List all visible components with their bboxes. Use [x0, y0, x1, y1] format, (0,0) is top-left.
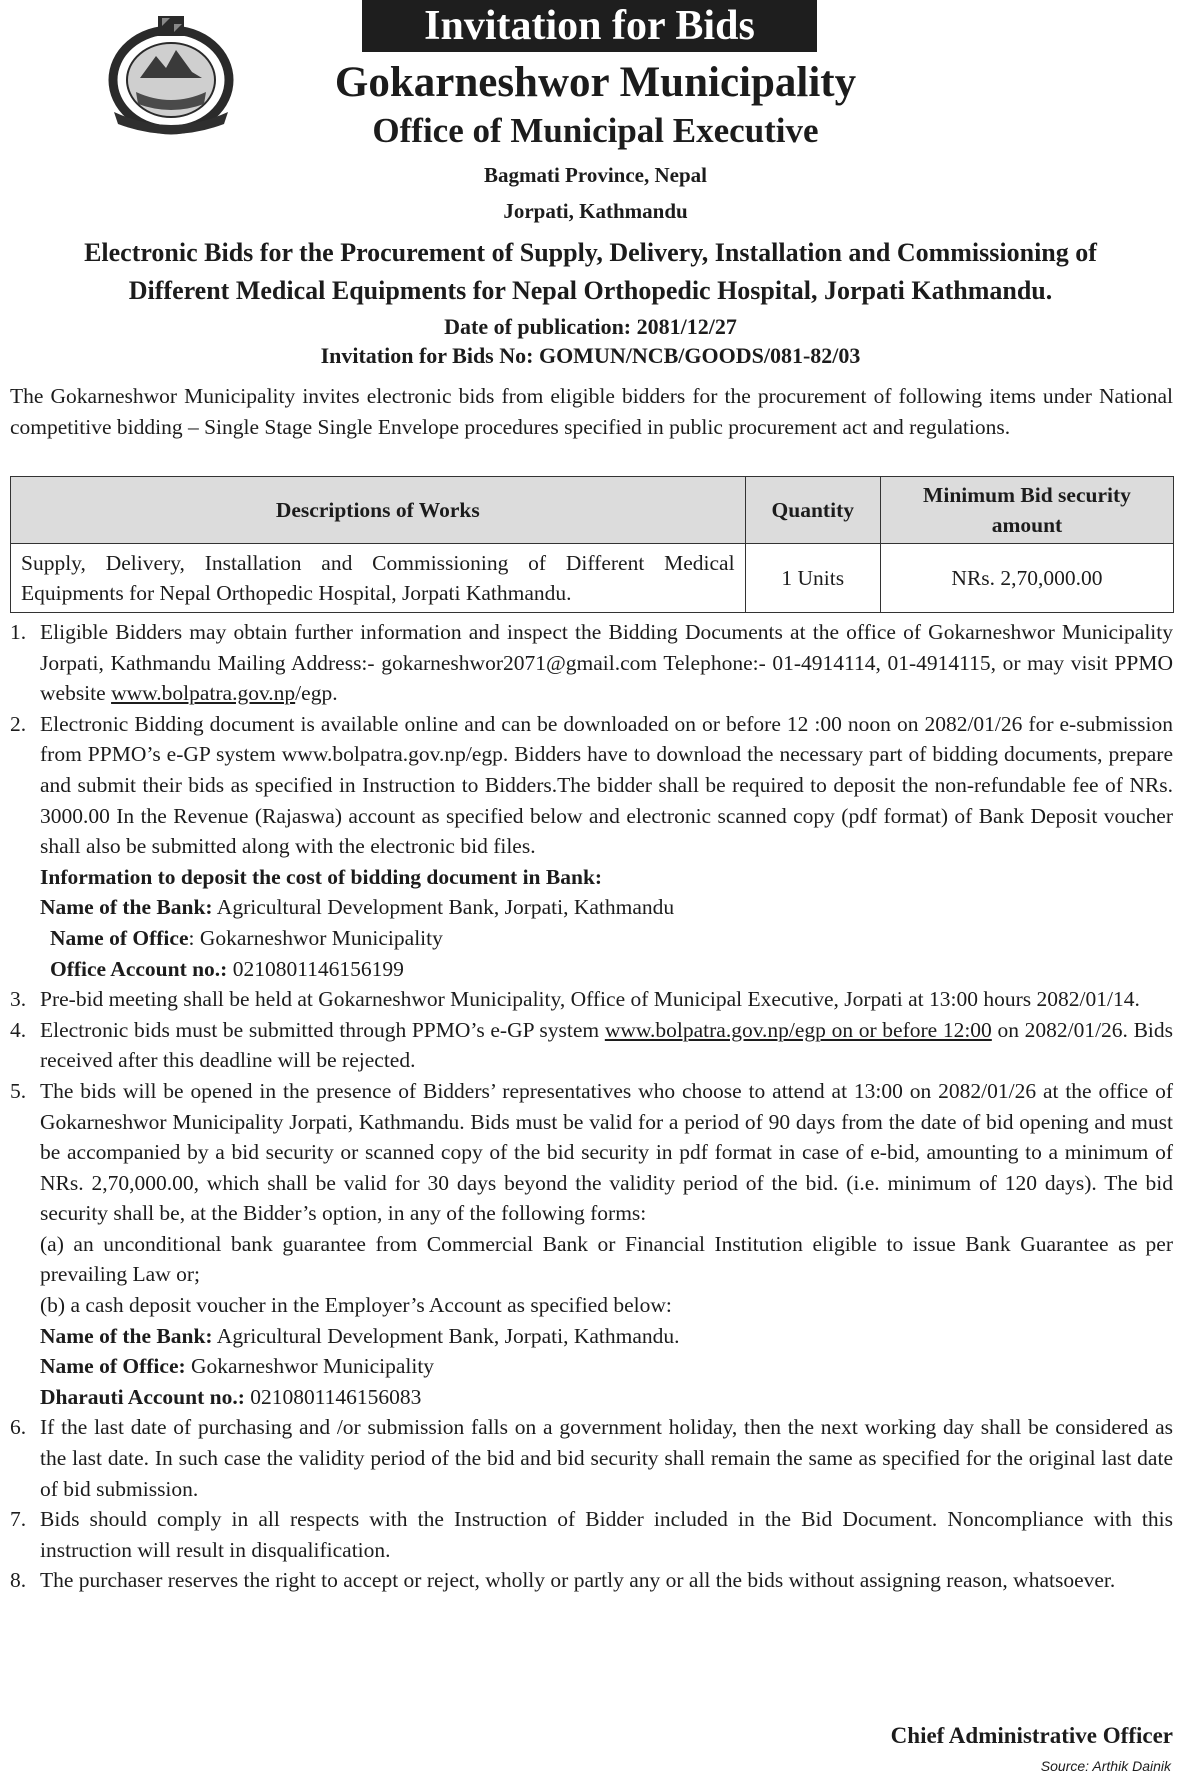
publication-date: Date of publication: 2081/12/27: [444, 314, 737, 339]
signoff: Chief Administrative Officer: [890, 1723, 1173, 1748]
table-cell: Supply, Delivery, Installation and Commissioning of Different Medical Equipments for Nepal Orthopedic Hospital, Jorpati Kathmandu.: [11, 544, 746, 613]
item-text: Eligible Bidders may obtain further information and inspect the Bidding Documents at the office of Gokarneshwor Municipality Jorpati, Kathmandu Mailing Address:- gokarneshwor2071@gmail.com Telephone:- 01-4914114, 01-4914115, or may visit PPMO website: [40, 620, 1173, 706]
list-item: [10, 1504, 1173, 1565]
bank-value: Agricultural Development Bank, Jorpati, Kathmandu.: [216, 1323, 680, 1348]
office-line: [40, 1351, 1173, 1382]
table-header-row: [11, 477, 1174, 544]
office-label: Name of Office:: [40, 1354, 186, 1379]
item-number: 6.: [10, 1415, 27, 1440]
item-text: The purchaser reserves the right to accept or reject, wholly or partly any or all the bids without assigning reason, whatsoever.: [40, 1568, 1116, 1593]
item-text: Electronic bids must be submitted through PPMO’s e-GP system: [40, 1017, 600, 1042]
province: Bagmati Province, Nepal: [483, 163, 707, 187]
source-credit: Source: Arthik Dainik: [1040, 1758, 1171, 1774]
office-name: Office of Municipal Executive: [372, 111, 819, 150]
table-cell: 1 Units: [745, 544, 880, 613]
option-b: (b) a cash deposit voucher in the Employer’s Account as specified below:: [40, 1293, 672, 1318]
item-text: Electronic Bidding document is available online and can be downloaded on or before 12 :00 noon on 2082/01/26 for e-submission from PPMO’s e-GP system www.bolpatra.gov.np/egp. Bidders have to download the necessary part of bidding documents, prepare and submit their bids as specified in Instruction to Bidders.The bidder shall be required to deposit the non-refundable fee of NRs. 3000.00 In the Revenue (Rajaswa) account as specified below and electronic scanned copy (pdf format) of Bank Deposit voucher shall also be submitted along with the electronic bid files.: [40, 711, 1173, 859]
dharauti-label: Dharauti Account no.:: [40, 1384, 245, 1409]
item-number: 5.: [10, 1078, 27, 1103]
table-row: [11, 544, 1174, 613]
table-header: Quantity: [745, 477, 880, 544]
item-text: Pre-bid meeting shall be held at Gokarneshwor Municipality, Office of Municipal Executive, Jorpati at 13:00 hours 2082/01/14.: [40, 987, 1140, 1012]
office-value: Gokarneshwor Municipality: [191, 1354, 435, 1379]
item-text: The bids will be opened in the presence of Bidders’ representatives who choose to attend at 13:00 on 2082/01/26 at the office of Gokarneshwor Municipality Jorpati, Kathmandu. Bids must be valid for a period of 90 days from the date of bid opening and must be accompanied by a bid security or scanned copy of the bid security in pdf format in case of e-bid, amounting to a minimum of NRs. 2,70,000.00, which shall be valid for 30 days beyond the validity period of the bid. (i.e. minimum of 120 days). The bid security shall be, at the Bidder’s option, in any of the following forms:: [40, 1078, 1173, 1226]
bank-line: [40, 1321, 1173, 1352]
location: Jorpati, Kathmandu: [503, 199, 688, 223]
office-line: [40, 923, 1173, 954]
list-item: [10, 617, 1173, 709]
item-text: on 2082/01/26. Bids received after this deadline will be rejected.: [40, 1017, 1174, 1073]
item-number: 1.: [10, 620, 27, 644]
option-a: (a) an unconditional bank guarantee from Commercial Bank or Financial Institution eligible to issue Bank Guarantee as per prevailing Law or;: [40, 1231, 1173, 1287]
account-line: [40, 954, 1173, 985]
table-header: Minimum Bid security amount: [880, 477, 1173, 544]
bid-table: [10, 476, 1174, 613]
item-number: 3.: [10, 987, 27, 1012]
dharauti-value: 0210801146156083: [250, 1384, 422, 1409]
list-item: [10, 1015, 1173, 1076]
account-value: 0210801146156199: [232, 956, 404, 981]
list-item: [10, 1076, 1173, 1413]
item-number: 2.: [10, 711, 27, 736]
banner-title: Invitation for Bids: [362, 0, 817, 52]
item-text: Bids should comply in all respects with the Instruction of Bidder included in the Bid Document. Noncompliance with this instruction will result in disqualification.: [40, 1507, 1173, 1562]
dharauti-line: [40, 1382, 1173, 1413]
list-item: [10, 1565, 1173, 1596]
deposit-heading: Information to deposit the cost of bidding document in Bank:: [40, 864, 603, 889]
list-item: [10, 984, 1173, 1015]
item-text: /egp.: [295, 681, 338, 706]
ifb-number: Invitation for Bids No: GOMUN/NCB/GOODS/081-82/03: [320, 343, 861, 368]
intro-paragraph: The Gokarneshwor Municipality invites electronic bids from eligible bidders for the procurement of following items under National competitive bidding – Single Stage Single Envelope procedures specified in public procurement act and regulations.: [10, 384, 1173, 439]
office-label: Name of Office: [50, 925, 189, 950]
table-cell: NRs. 2,70,000.00: [880, 544, 1173, 613]
egp-link[interactable]: www.bolpatra.gov.np/egp on or before 12:00: [604, 1017, 992, 1042]
list-item: [10, 1412, 1173, 1504]
conditions-list: [10, 617, 1173, 1596]
subject-line-2: Different Medical Equipments for Nepal Orthopedic Hospital, Jorpati Kathmandu.: [128, 276, 1053, 305]
organization-name: Gokarneshwor Municipality: [334, 59, 857, 106]
bank-line: [40, 892, 1173, 923]
list-item: [10, 709, 1173, 984]
ppmo-website-link[interactable]: www.bolpatra.gov.np: [111, 681, 296, 706]
bank-value: Agricultural Development Bank, Jorpati, Kathmandu: [216, 895, 675, 920]
subject: [0, 234, 1181, 310]
item-text: If the last date of purchasing and /or submission falls on a government holiday, then the next working day shall be considered as the last date. In such case the validity period of the bid and bid security shall remain the same as specified for the original last date of bid submission.: [40, 1415, 1173, 1501]
item-number: 4.: [10, 1017, 27, 1042]
table-header: Descriptions of Works: [11, 477, 746, 544]
item-number: 7.: [10, 1507, 27, 1532]
office-value: : Gokarneshwor Municipality: [188, 925, 443, 950]
subject-line-1: Electronic Bids for the Procurement of Supply, Delivery, Installation and Commissioning of: [84, 238, 1097, 267]
bank-label: Name of the Bank:: [40, 1323, 213, 1348]
item-number: 8.: [10, 1568, 27, 1593]
account-label: Office Account no.:: [50, 956, 228, 981]
bank-label: Name of the Bank:: [40, 895, 213, 920]
